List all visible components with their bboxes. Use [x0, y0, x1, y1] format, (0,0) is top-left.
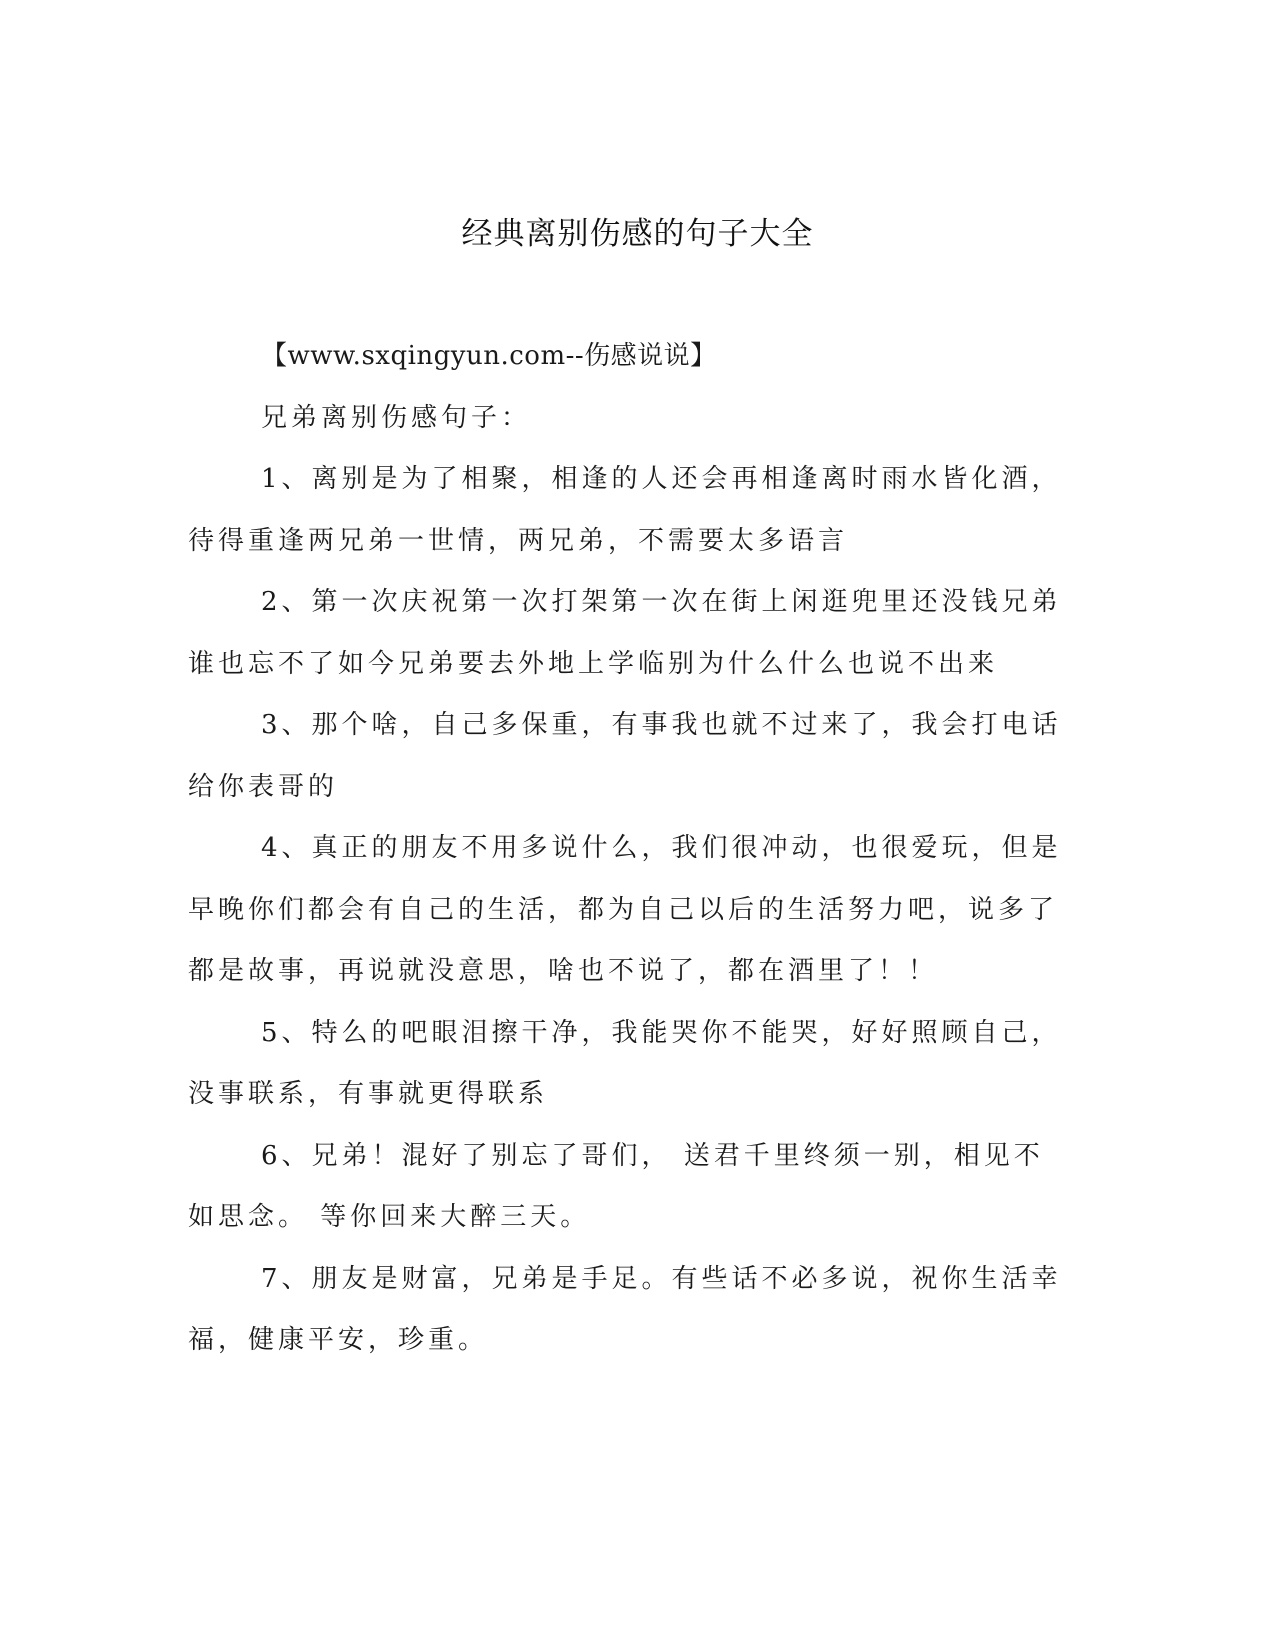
section-heading: 兄弟离别伤感句子： — [261, 402, 532, 433]
paragraph-6: 6、兄弟！混好了别忘了哥们， 送君千里终须一别，相见不如思念。 等你回来大醉三天。 — [188, 1140, 1044, 1232]
paragraph-1: 1、离别是为了相聚，相逢的人还会再相逢离时雨水皆化酒，待得重逢两兄弟一世情，两兄弟，不需要太多语言 — [188, 464, 1062, 556]
source-line: 【www.sxqingyun.com--伤感说说】 — [261, 341, 717, 371]
paragraph-7: 7、朋友是财富，兄弟是手足。有些话不必多说，祝你生活幸福，健康平安，珍重。 — [188, 1263, 1062, 1355]
paragraph-3: 3、那个啥，自己多保重，有事我也就不过来了，我会打电话给你表哥的 — [188, 710, 1062, 802]
paragraph-4: 4、真正的朋友不用多说什么，我们很冲动，也很爱玩，但是早晚你们都会有自己的生活，都为自己以后的生活努力吧，说多了都是故事，再说就没意思，啥也不说了，都在酒里了！！ — [188, 833, 1062, 986]
document-body — [188, 326, 1068, 1372]
paragraph-5: 5、特么的吧眼泪擦干净，我能哭你不能哭，好好照顾自己，没事联系，有事就更得联系 — [188, 1017, 1062, 1109]
document-title: 经典离别伤感的句子大全 — [461, 216, 814, 252]
paragraph-2: 2、第一次庆祝第一次打架第一次在街上闲逛兜里还没钱兄弟谁也忘不了如今兄弟要去外地上学临别为什么什么也说不出来 — [188, 587, 1062, 679]
